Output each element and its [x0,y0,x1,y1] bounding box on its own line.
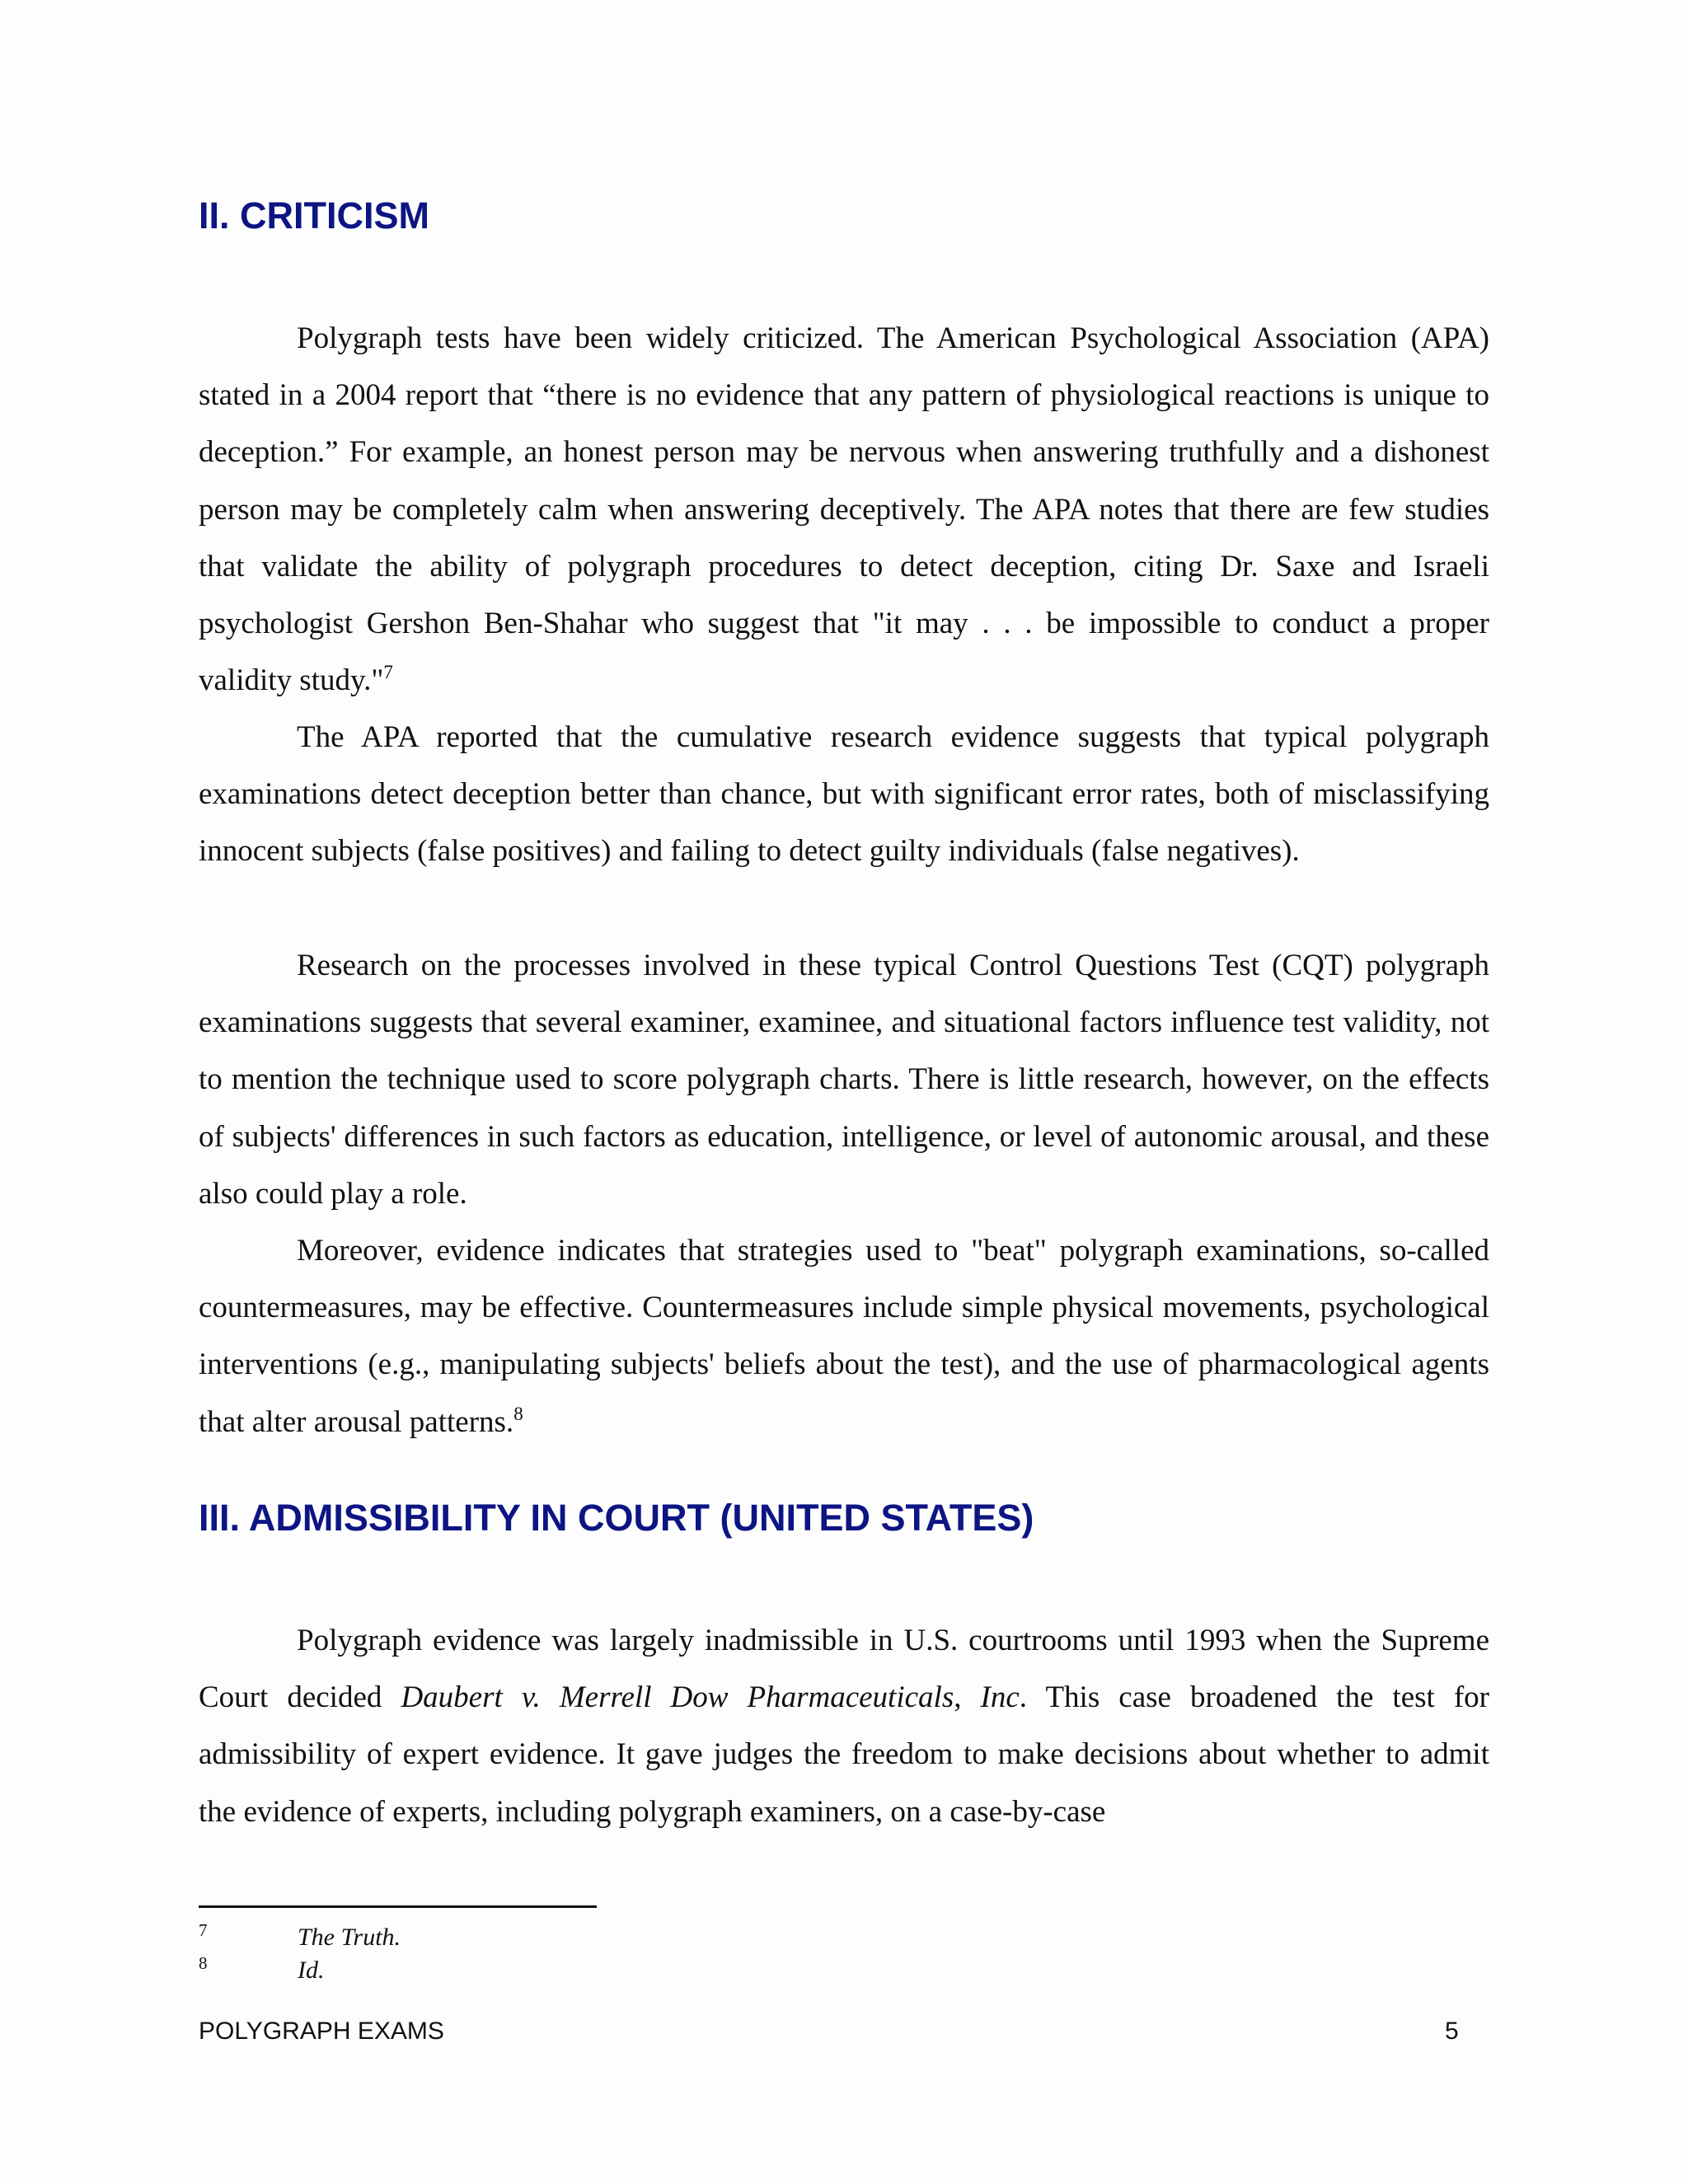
paragraph-text: Polygraph evidence was largely inadmissible in U.S. courtrooms until 1993 when the Supreme Court decided [199,1624,1489,1715]
paragraph-cqt-research [199,937,1489,1222]
section-heading-admissibility: III. ADMISSIBILITY IN COURT (UNITED STATES) [199,1497,1034,1539]
paragraph-text: . This case broadened the test for admissibility of expert evidence. It gave judges the freedom to make decisions about whether to admit the evidence of experts, including polygraph examiners, on a case-by-case [199,1680,1490,1829]
case-name: Daubert v. Merrell Dow Pharmaceuticals [401,1680,954,1715]
footnote-text: Id. [298,1957,325,1984]
section-heading-criticism: II. CRITICISM [199,194,429,237]
paragraph-admissibility [199,1612,1489,1840]
paragraph-text: Research on the processes involved in these typical Control Questions Test (CQT) polygraph examinations suggests that several examiner, examinee, and situational factors influence test validity, not to mention the technique used to score polygraph charts. There is little research, however, on the effects of subjects' differences in such factors as education, intelligence, or level of autonomic arousal, and these also could play a role. [199,949,1489,1211]
footnote-ref-7: 7 [383,662,393,683]
case-separator: , [954,1680,981,1715]
page-number: 5 [1445,2018,1459,2045]
footnote-divider [199,1905,597,1908]
case-name-inc: Inc [980,1680,1020,1715]
paragraph-apa-findings [199,709,1489,880]
footer-title: POLYGRAPH EXAMS [199,2018,444,2045]
paragraph-criticism-intro [199,310,1489,709]
paragraph-text: Moreover, evidence indicates that strategies used to "beat" polygraph examinations, so-called countermeasures, may be effective. Countermeasures include simple physical movements, psychological interventions (e.g., manipulating subjects' beliefs about the test), and the use of pharmacological agents that alter arousal patterns. [199,1234,1489,1439]
paragraph-text: Polygraph tests have been widely criticized. The American Psychological Association (APA) stated in a 2004 report that “there is no evidence that any pattern of physiological reactions is unique to deception.” For example, an honest person may be nervous when answering truthfully and a dishonest person may be completely calm when answering deceptively. The APA notes that there are few studies that validate the ability of polygraph procedures to detect deception, citing Dr. Saxe and Israeli psychologist Gershon Ben-Shahar who suggest that "it may . . . be impossible to conduct a proper validity study." [199,321,1489,698]
footnote-number: 8 [199,1953,208,1973]
footnote-ref-8: 8 [513,1403,523,1424]
paragraph-countermeasures [199,1222,1489,1451]
footnote-number: 7 [199,1920,208,1940]
footnote-text: The Truth. [298,1924,401,1951]
paragraph-text: The APA reported that the cumulative research evidence suggests that typical polygraph examinations detect deception better than chance, but with significant error rates, both of misclassifying innocent subjects (false positives) and failing to detect guilty individuals (false negatives). [199,720,1489,869]
